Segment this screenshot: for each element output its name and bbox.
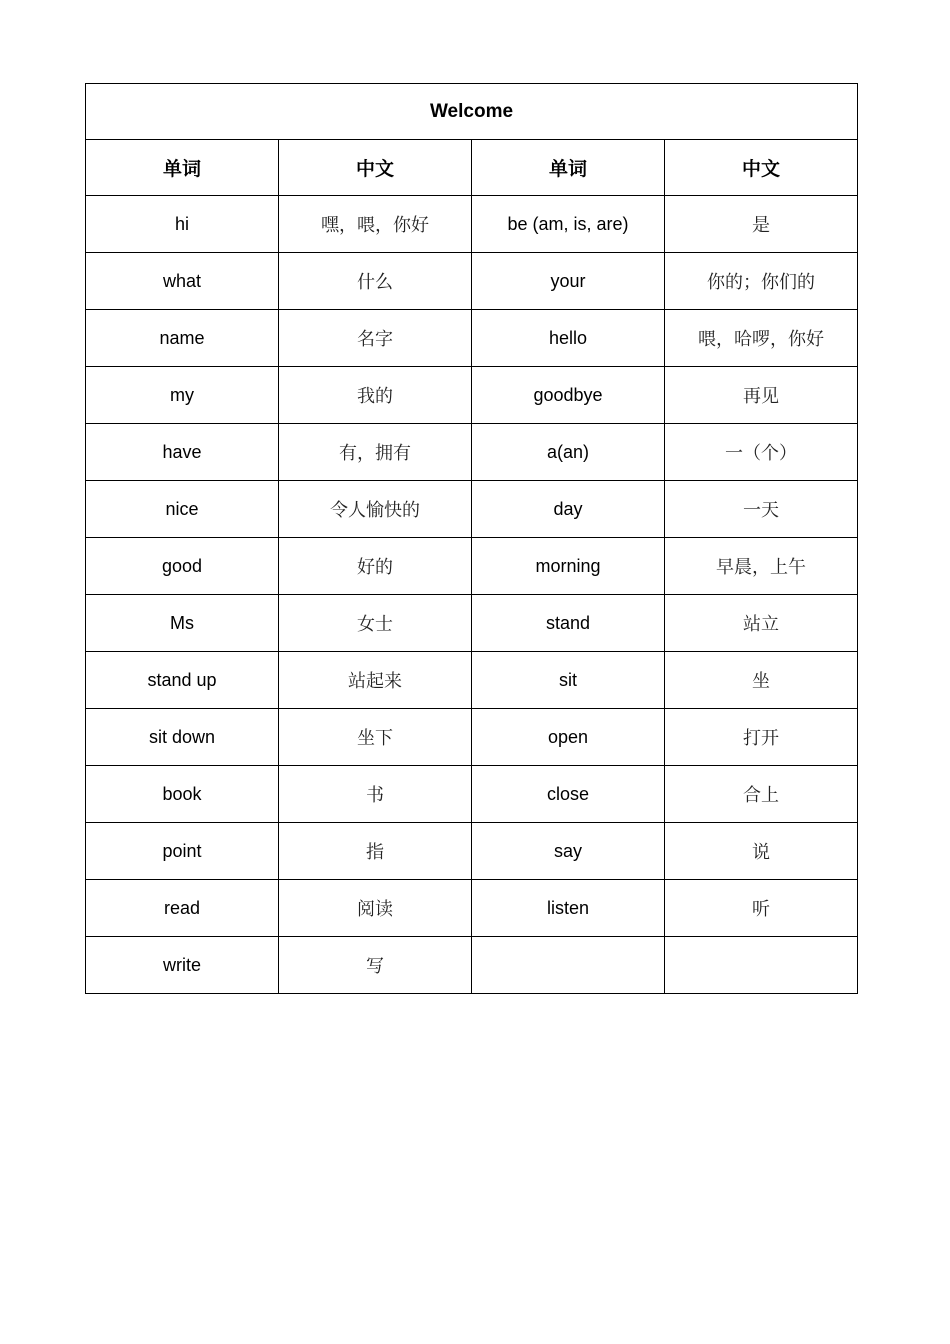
- chinese-cell: 阅读: [279, 880, 472, 937]
- chinese-cell: 合上: [665, 766, 858, 823]
- table-row: [86, 196, 858, 253]
- chinese-cell: 书: [279, 766, 472, 823]
- word-cell: stand: [472, 595, 665, 652]
- chinese-cell: 打开: [665, 709, 858, 766]
- word-cell: listen: [472, 880, 665, 937]
- chinese-cell: 有，拥有: [279, 424, 472, 481]
- word-cell: Ms: [86, 595, 279, 652]
- table-row: [86, 424, 858, 481]
- chinese-cell: 女士: [279, 595, 472, 652]
- word-cell: open: [472, 709, 665, 766]
- chinese-cell: 名字: [279, 310, 472, 367]
- word-cell: stand up: [86, 652, 279, 709]
- chinese-cell: 是: [665, 196, 858, 253]
- table-title: Welcome: [86, 84, 858, 140]
- vocabulary-table: [85, 83, 858, 994]
- word-cell: have: [86, 424, 279, 481]
- word-cell: say: [472, 823, 665, 880]
- table-row: [86, 595, 858, 652]
- chinese-cell: 我的: [279, 367, 472, 424]
- chinese-cell: 喂，哈啰，你好: [665, 310, 858, 367]
- word-cell: morning: [472, 538, 665, 595]
- word-cell: point: [86, 823, 279, 880]
- chinese-cell: 一天: [665, 481, 858, 538]
- chinese-cell: 好的: [279, 538, 472, 595]
- chinese-cell: 听: [665, 880, 858, 937]
- chinese-cell: 站起来: [279, 652, 472, 709]
- chinese-cell: 一（个）: [665, 424, 858, 481]
- title-row: [86, 84, 858, 140]
- word-cell: name: [86, 310, 279, 367]
- word-cell: good: [86, 538, 279, 595]
- word-cell: book: [86, 766, 279, 823]
- word-cell: hello: [472, 310, 665, 367]
- table-row: [86, 937, 858, 994]
- table-row: [86, 766, 858, 823]
- chinese-cell: 嘿，喂，你好: [279, 196, 472, 253]
- table-row: [86, 253, 858, 310]
- chinese-cell: 你的；你们的: [665, 253, 858, 310]
- chinese-cell: 再见: [665, 367, 858, 424]
- table-row: [86, 652, 858, 709]
- word-cell: hi: [86, 196, 279, 253]
- word-cell: what: [86, 253, 279, 310]
- header-row: [86, 140, 858, 196]
- table-row: [86, 481, 858, 538]
- table-row: [86, 880, 858, 937]
- chinese-cell: 指: [279, 823, 472, 880]
- word-cell: your: [472, 253, 665, 310]
- word-cell: read: [86, 880, 279, 937]
- word-cell: sit: [472, 652, 665, 709]
- vocabulary-rows: [86, 196, 858, 994]
- table-row: [86, 709, 858, 766]
- chinese-cell: 说: [665, 823, 858, 880]
- header-word-2: 单词: [472, 140, 665, 196]
- chinese-cell: [665, 937, 858, 994]
- table-row: [86, 367, 858, 424]
- word-cell: my: [86, 367, 279, 424]
- table-row: [86, 538, 858, 595]
- chinese-cell: 令人愉快的: [279, 481, 472, 538]
- word-cell: [472, 937, 665, 994]
- word-cell: write: [86, 937, 279, 994]
- word-cell: be (am, is, are): [472, 196, 665, 253]
- table-row: [86, 823, 858, 880]
- chinese-cell: 站立: [665, 595, 858, 652]
- header-chinese-1: 中文: [279, 140, 472, 196]
- word-cell: close: [472, 766, 665, 823]
- chinese-cell: 什么: [279, 253, 472, 310]
- word-cell: nice: [86, 481, 279, 538]
- word-cell: a(an): [472, 424, 665, 481]
- chinese-cell: 坐: [665, 652, 858, 709]
- header-chinese-2: 中文: [665, 140, 858, 196]
- word-cell: sit down: [86, 709, 279, 766]
- chinese-cell: 坐下: [279, 709, 472, 766]
- chinese-cell: 早晨，上午: [665, 538, 858, 595]
- word-cell: day: [472, 481, 665, 538]
- header-word-1: 单词: [86, 140, 279, 196]
- table-row: [86, 310, 858, 367]
- word-cell: goodbye: [472, 367, 665, 424]
- chinese-cell: 写: [279, 937, 472, 994]
